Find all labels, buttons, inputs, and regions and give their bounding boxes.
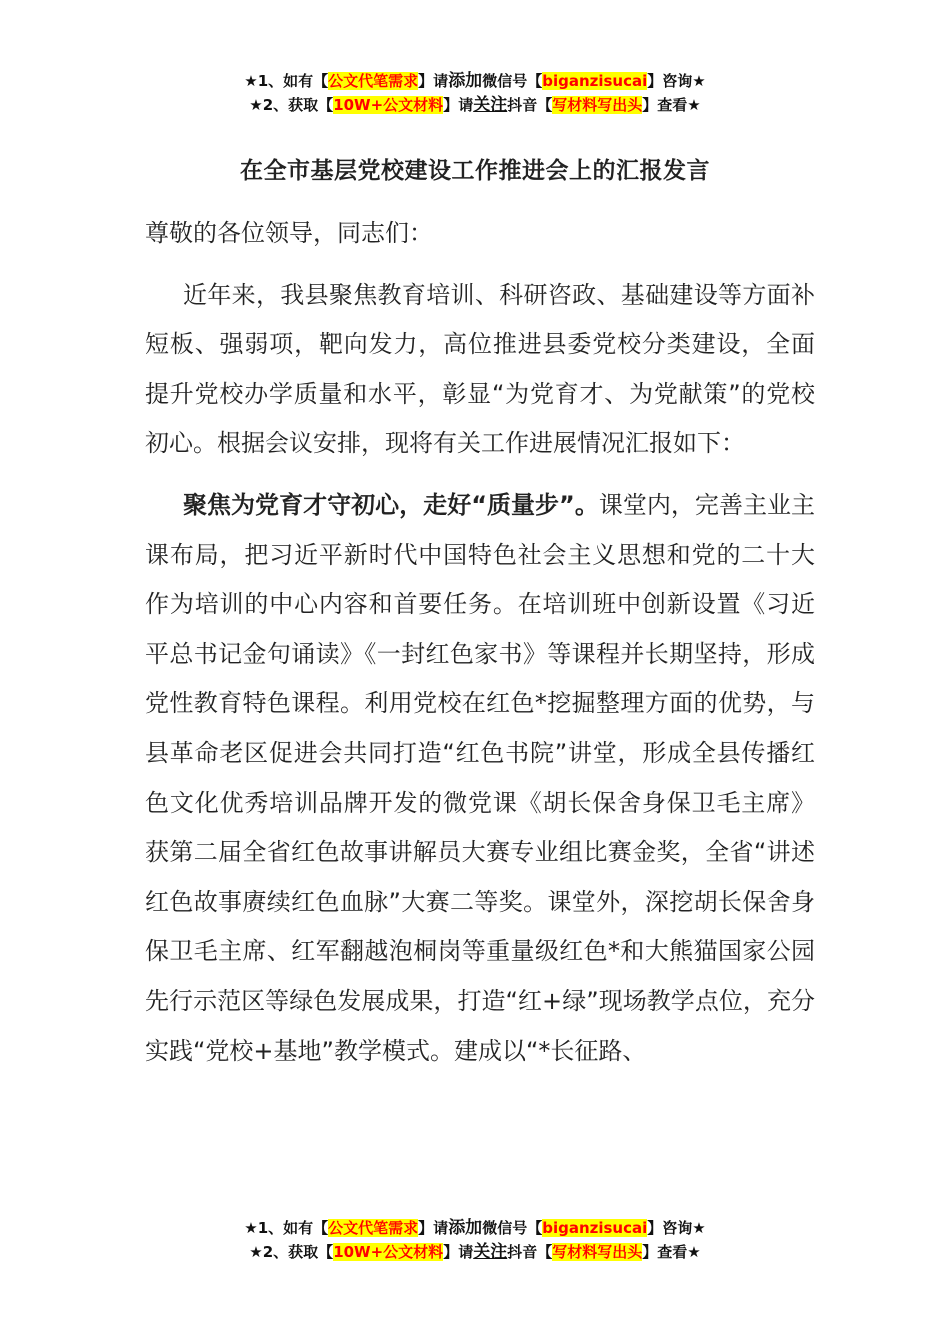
intro-paragraph: 近年来，我县聚焦教育培训、科研咨政、基础建设等方面补短板、强弱项，靶向发力，高位推进县委党校分类建设，全面提升党校办学质量和水平，彰显“为党育才、为党献策”的党校初心。根据会议安排，现将有关工作进展情况汇报如下： [145,280,815,458]
promo-text: 】咨询★ [647,72,706,90]
promo-wechat-id: biganzisucai [542,1219,648,1237]
promo-text: ★1、如有【 [244,72,329,90]
promo-text: 微信号【 [482,1219,543,1237]
promo-line-2 [0,1240,950,1264]
salutation: 尊敬的各位领导，同志们： [145,219,433,247]
promo-douyin-id: 写材料写出头 [552,96,643,114]
promo-highlight: 公文代笔需求 [328,72,419,90]
promo-banner-top [0,69,950,117]
promo-text: 】查看★ [642,96,701,114]
document-body [145,209,815,1076]
promo-text: ★1、如有【 [244,1219,329,1237]
promo-emphasis: 关注 [473,95,508,115]
promo-text: 】请 [418,1219,449,1237]
promo-text: 】查看★ [642,1243,701,1261]
promo-text: ★2、获取【 [249,1243,334,1261]
promo-emphasis: 关注 [473,1242,508,1262]
promo-line-2 [0,93,950,117]
promo-text: 】请 [443,1243,474,1261]
section-1-text: 课堂内，完善主业主课布局，把习近平新时代中国特色社会主义思想和党的二十大作为培训的中心内容和首要任务。在培训班中创新设置《习近平总书记金句诵读》《一封红色家书》等课程并长期坚持，形成党性教育特色课程。利用党校在红色*挖掘整理方面的优势，与县革命老区促进会共同打造“红色书院”讲堂，形成全县传播红色文化优秀培训品牌开发的微党课《胡长保舍身保卫毛主席》获第二届全省红色故事讲解员大赛专业组比赛金奖，全省“讲述红色故事赓续红色血脉”大赛二等奖。课堂外，深挖胡长保舍身保卫毛主席、红军翻越泡桐岗等重量级红色*和大熊猫国家公园先行示范区等绿色发展成果，打造“红+绿”现场教学点位，充分实践“党校+基地”教学模式。建成以“*长征路、 [145,490,815,1065]
section-1-paragraph [145,481,815,1076]
section-1-heading: 聚焦为党育才守初心，走好“质量步”。 [183,490,599,519]
promo-highlight: 10W+公文材料 [333,96,444,114]
promo-text: 】请 [418,72,449,90]
promo-highlight: 10W+公文材料 [333,1243,444,1261]
promo-line-1 [0,1216,950,1240]
promo-wechat-id: biganzisucai [542,72,648,90]
promo-banner-bottom [0,1216,950,1264]
promo-text: 】咨询★ [647,1219,706,1237]
promo-highlight: 公文代笔需求 [328,1219,419,1237]
promo-text: 】请 [443,96,474,114]
promo-emphasis: 添加 [448,71,483,91]
document-title: 在全市基层党校建设工作推进会上的汇报发言 [240,158,710,184]
promo-text: 抖音【 [507,96,553,114]
promo-text: 抖音【 [507,1243,553,1261]
promo-text: 微信号【 [482,72,543,90]
promo-emphasis: 添加 [448,1218,483,1238]
promo-line-1 [0,69,950,93]
promo-douyin-id: 写材料写出头 [552,1243,643,1261]
promo-text: ★2、获取【 [249,96,334,114]
